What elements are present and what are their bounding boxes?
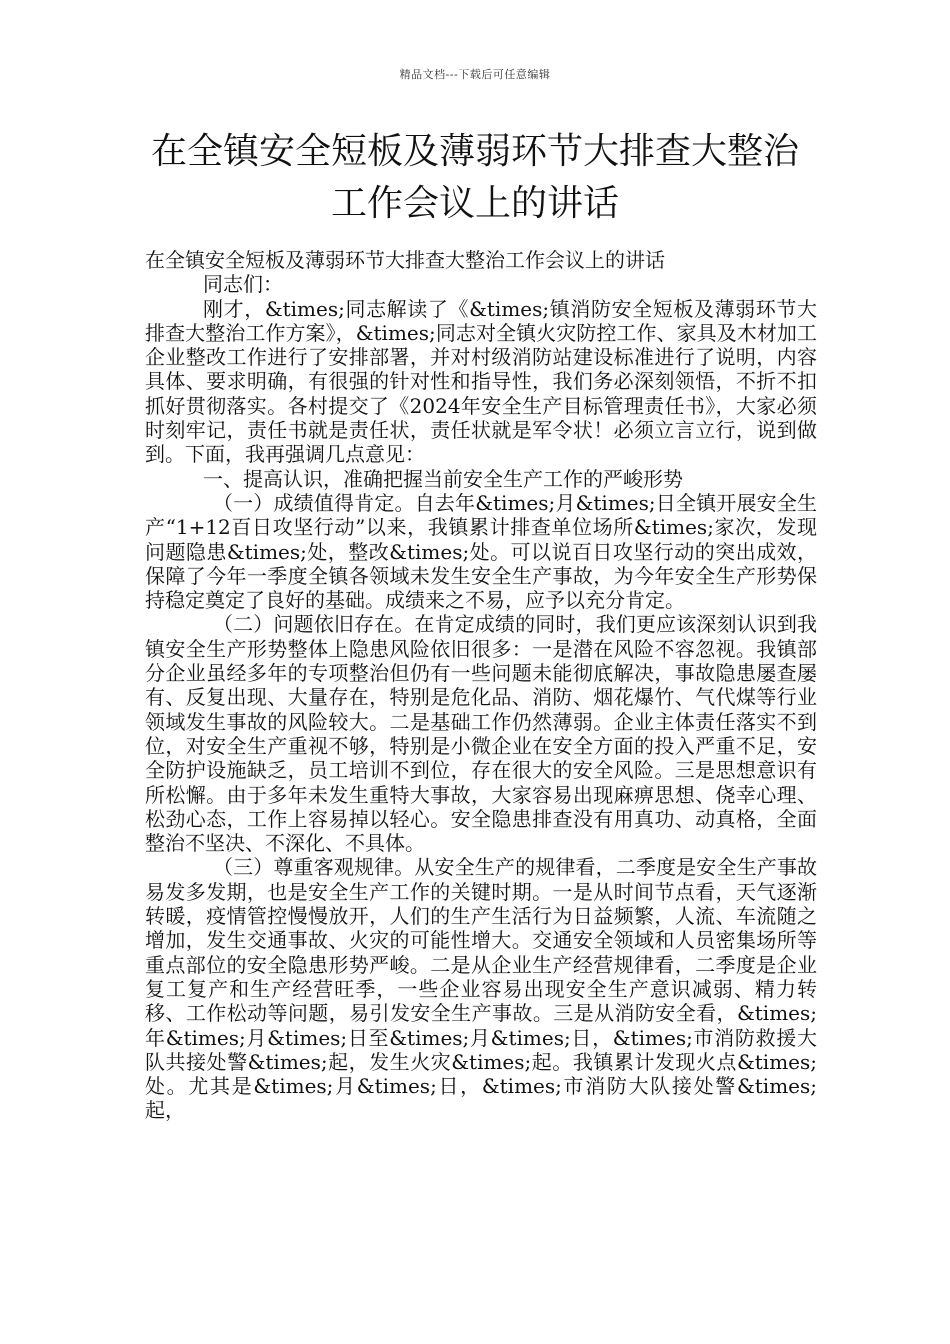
body-paragraph: （一）成绩值得肯定。自去年&times;月&times;日全镇开展安全生产“1+12百日攻坚行动”以来，我镇累计排查单位场所&times;家次，发现问题隐患&times;处，整改&times;处。可以说百日攻坚行动的突出成效，保障了今年一季度全镇各领域未发生安全生产事故，为今年安全生产形势保持稳定奠定了良好的基础。成绩来之不易，应予以充分肯定。 <box>145 490 817 613</box>
title-line-1: 在全镇安全短板及薄弱环节大排查大整治 <box>150 131 799 172</box>
document-title <box>140 126 810 230</box>
document-body <box>145 248 817 1123</box>
body-paragraph: （三）尊重客观规律。从安全生产的规律看，二季度是安全生产事故易发多发期，也是安全生产工作的关键时期。一是从时间节点看，天气逐渐转暖，疫情管控慢慢放开，人们的生产生活行为日益频繁，人流、车流随之增加，发生交通事故、火灾的可能性增大。交通安全领域和人员密集场所等重点部位的安全隐患形势严峻。二是从企业生产经营规律看，二季度是企业复工复产和生产经营旺季，一些企业容易出现安全生产意识减弱、精力转移、工作松动等问题，易引发安全生产事故。三是从消防安全看，&times;年&times;月&times;日至&times;月&times;日，&times;市消防救援大队共接处警&times;起，发生火灾&times;起。我镇累计发现火点&times;处。尤其是&times;月&times;日，&times;市消防大队接处警&times;起， <box>145 855 817 1123</box>
body-subtitle: 在全镇安全短板及薄弱环节大排查大整治工作会议上的讲话 <box>145 248 665 272</box>
body-paragraph: 刚才，&times;同志解读了《&times;镇消防安全短板及薄弱环节大排查大整治工作方案》，&times;同志对全镇火灾防控工作、家具及木材加工企业整改工作进行了安排部署，并对村级消防站建设标准进行了说明，内容具体、要求明确，有很强的针对性和指导性，我们务必深刻领悟，不折不扣抓好贯彻落实。各村提交了《2024年安全生产目标管理责任书》，大家必须时刻牢记，责任书就是责任状，责任状就是军令状！必须立言立行，说到做到。下面，我再强调几点意见： <box>145 296 817 467</box>
section-heading: 一、提高认识，准确把握当前安全生产工作的严峻形势 <box>203 466 683 491</box>
salutation: 同志们： <box>203 272 283 297</box>
header-note: 精品文档---下载后可任意编辑 <box>399 68 551 81</box>
title-line-2: 工作会议上的讲话 <box>330 183 619 224</box>
body-paragraph: （二）问题依旧存在。在肯定成绩的同时，我们更应该深刻认识到我镇安全生产形势整体上隐患风险依旧很多：一是潜在风险不容忽视。我镇部分企业虽经多年的专项整治但仍有一些问题未能彻底解决，事故隐患屡查屡有、反复出现、大量存在，特别是危化品、消防、烟花爆竹、气代煤等行业领域发生事故的风险较大。二是基础工作仍然薄弱。企业主体责任落实不到位，对安全生产重视不够，特别是小微企业在安全方面的投入严重不足，安全防护设施缺乏，员工培训不到位，存在很大的安全风险。三是思想意识有所松懈。由于多年未发生重特大事故，大家容易出现麻痹思想、侥幸心理、松劲心态，工作上容易掉以轻心。安全隐患排查没有用真功、动真格，全面整治不坚决、不深化、不具体。 <box>145 612 817 856</box>
